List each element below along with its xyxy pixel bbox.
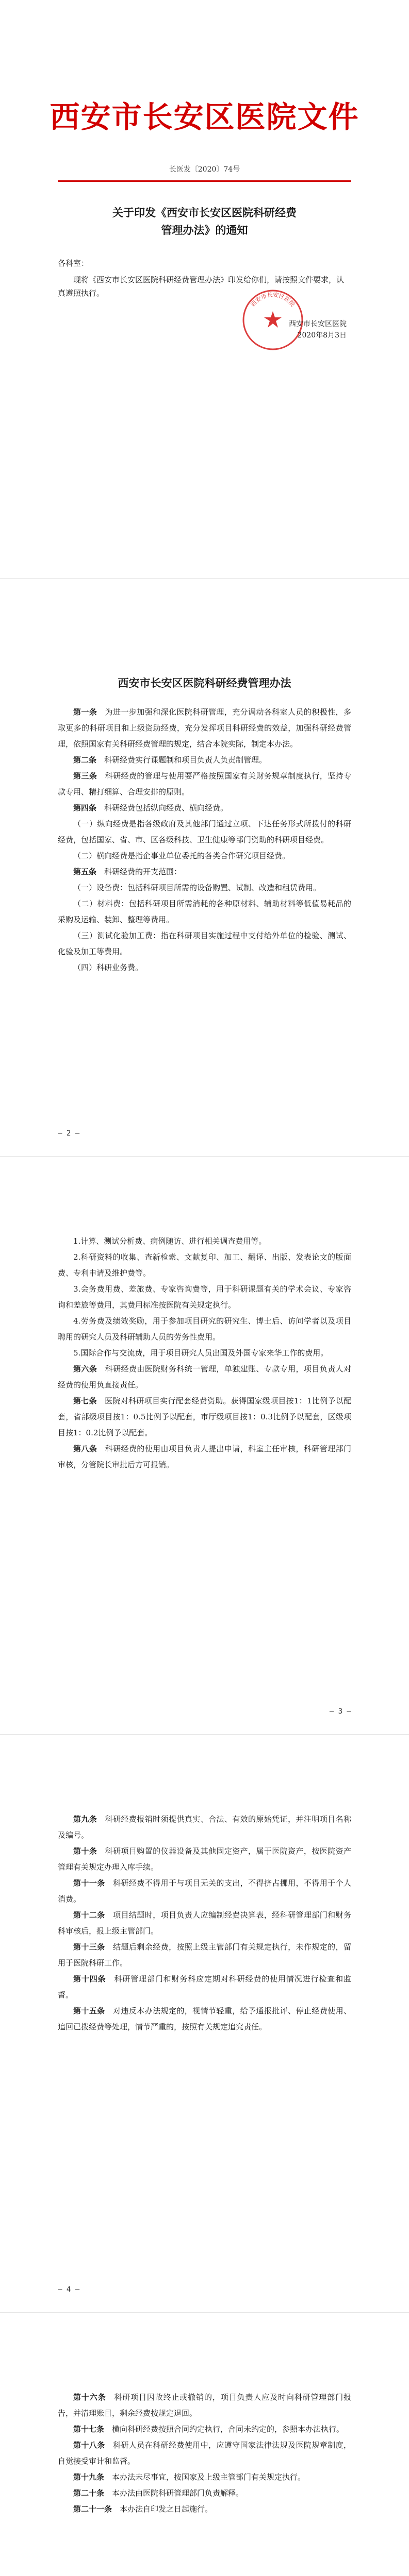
article-number: 第六条 <box>73 1364 97 1374</box>
article-paragraph <box>58 928 351 960</box>
addressee: 各科室： <box>58 259 89 268</box>
article-text: （二）横向经费是指企事业单位委托的各类合作研究项目经费。 <box>73 851 290 860</box>
article-paragraph <box>58 2485 351 2501</box>
article-text: 科研经费报销时须提供真实、合法、有效的原始凭证，并注明项目名称及编号。 <box>58 1815 351 1840</box>
svg-text:西安市长安区医院 <box>250 291 297 308</box>
article-paragraph <box>58 1811 351 1843</box>
article-text: 科研项目因故终止或撤销的，项目负责人应及时向科研管理部门报告，并清理账目，剩余经费按规定退回。 <box>58 2393 351 2418</box>
article-number: 第十二条 <box>73 1910 105 1920</box>
signing-organization: 西安市长安区医院 <box>289 320 347 328</box>
article-number: 第一条 <box>73 707 97 717</box>
article-paragraph <box>58 960 351 976</box>
article-number: 第九条 <box>73 1815 97 1824</box>
article-text: 5.国际合作与交流费，用于项目研究人员出国及外国专家来华工作的费用。 <box>73 1348 329 1358</box>
article-text: （一）纵向经费是指各级政府及其他部门通过立项、下达任务形式所拨付的科研经费，包括国家、省、市、区各级科技、卫生健康等部门资助的科研项目经费。 <box>58 819 351 844</box>
article-paragraph <box>58 2469 351 2485</box>
article-number: 第十一条 <box>73 1878 105 1888</box>
article-paragraph <box>58 800 351 816</box>
article-paragraph <box>58 2003 351 2035</box>
article-number: 第四条 <box>73 803 97 812</box>
article-paragraph <box>58 752 351 768</box>
article-text: 科研项目购置的仪器设备及其他固定资产，属于医院资产，按医院资产管理有关规定办理入库手续。 <box>58 1846 351 1872</box>
article-paragraph <box>58 1345 351 1361</box>
article-paragraph <box>58 1441 351 1473</box>
article-number: 第五条 <box>73 867 97 876</box>
article-text: 科研人员在科研经费使用中，应遵守国家法律法规及医院规章制度，自觉接受审计和监督。 <box>58 2441 351 2466</box>
article-paragraph <box>58 1249 351 1281</box>
article-text: 医院对科研项目实行配套经费资助。获得国家级项目按1：1比例予以配套，省部级项目按1：0.5比例予以配套，市厅级项目按1：0.3比例予以配套，区级项目按1：0.2比例予以配套。 <box>58 1396 351 1437</box>
article-paragraph <box>58 1233 351 1249</box>
page-3 <box>0 1156 409 1734</box>
notice-title <box>58 204 351 239</box>
article-number: 第二条 <box>73 755 97 765</box>
article-text: （三）测试化验加工费：指在科研项目实施过程中支付给外单位的检验、测试、化验及加工等费用。 <box>58 931 351 956</box>
red-divider <box>58 180 351 182</box>
article-paragraph <box>58 880 351 896</box>
article-text: 科研经费的使用由项目负责人提出申请，科室主任审核，科研管理部门审核，分管院长审批后方可报销。 <box>58 1444 351 1469</box>
article-paragraph <box>58 1875 351 1907</box>
article-number: 第十八条 <box>73 2441 105 2450</box>
article-text: 结题后剩余经费，按照上级主管部门有关规定执行，未作规定的，留用于医院科研工作。 <box>58 1942 351 1968</box>
article-text: 本办法未尽事宜，按国家及上级主管部门有关规定执行。 <box>112 2472 306 2482</box>
article-number: 第三条 <box>73 771 97 781</box>
page-number: — 4 — <box>58 2285 80 2294</box>
article-text: 3.会务费用费、差旅费、专家咨询费等，用于科研课题有关的学术会议、专家咨询和差旅等费用，其费用标准按医院有关规定执行。 <box>58 1284 351 1310</box>
article-number: 第十六条 <box>73 2393 106 2402</box>
article-number: 第十七条 <box>73 2425 105 2434</box>
seal-text: 西安市长安区医院 <box>249 291 297 308</box>
article-number: 第十三条 <box>73 1942 105 1952</box>
page-4 <box>0 1734 409 2312</box>
article-number: 第二十条 <box>73 2488 105 2498</box>
article-text: 2.科研资料的收集、查新检索、文献复印、加工、翻译、出版、发表论文的版面费、专利申请及维护费等。 <box>58 1252 351 1278</box>
article-paragraph <box>58 1971 351 2003</box>
article-paragraph <box>58 1907 351 1939</box>
article-text: （二）材料费：包括科研项目所需消耗的各种原材料、辅助材料等低值易耗品的采购及运输、装卸、整理等费用。 <box>58 899 351 924</box>
article-number: 第十条 <box>73 1846 97 1856</box>
article-text: 本办法自印发之日起施行。 <box>120 2504 213 2514</box>
article-text: 本办法由医院科研管理部门负责解释。 <box>112 2488 244 2498</box>
article-text: 为进一步加强和深化医院科研管理，充分调动各科室人员的积极性，多取更多的科研项目和上级资助经费，充分发挥项目科研经费的效益，加强科研经费管理，依照国家有关科研经费管理的规定，结合本院实际，制定本办法。 <box>58 707 351 749</box>
red-header-title: 西安市长安区医院文件 <box>50 99 359 134</box>
article-text: （四）科研业务费。 <box>73 963 143 972</box>
page-3-body <box>58 1233 351 1473</box>
page-2-body <box>58 704 351 976</box>
notice-title-line-1: 关于印发《西安市长安区医院科研经费 <box>112 206 297 219</box>
article-number: 第十五条 <box>73 2006 105 2015</box>
article-paragraph <box>58 1313 351 1345</box>
article-paragraph <box>58 896 351 928</box>
article-paragraph <box>58 1939 351 1971</box>
document-number: 长医发〔2020〕74号 <box>169 165 240 174</box>
article-paragraph <box>58 704 351 752</box>
page-1 <box>0 0 409 578</box>
article-text: 科研经费不得用于与项目无关的支出，不得挤占挪用，不得用于个人消费。 <box>58 1878 351 1904</box>
article-text: 科研管理部门和财务科应定期对科研经费的使用情况进行检查和监督。 <box>58 1974 351 1999</box>
article-paragraph <box>58 1361 351 1393</box>
notice-body: 现将《西安市长安区医院科研经费管理办法》印发给你们，请按照文件要求，认真遵照执行。 <box>58 275 345 298</box>
article-paragraph <box>58 2437 351 2469</box>
article-number: 第十九条 <box>73 2472 105 2482</box>
article-paragraph <box>58 816 351 848</box>
article-paragraph <box>58 2501 351 2517</box>
article-text: 对违反本办法规定的，视情节轻重，给予通报批评、停止经费使用、追回已拨经费等处理，情节严重的，按照有关规定追究责任。 <box>58 2006 351 2031</box>
measures-title: 西安市长安区医院科研经费管理办法 <box>118 676 291 689</box>
notice-title-line-2: 管理办法》的通知 <box>161 224 248 236</box>
article-paragraph <box>58 848 351 864</box>
article-text: 横向科研经费按照合同约定执行，合同未约定的，参照本办法执行。 <box>112 2425 345 2434</box>
article-number: 第十四条 <box>73 1974 106 1984</box>
article-paragraph <box>58 2389 351 2421</box>
page-number: — 3 — <box>329 1707 351 1716</box>
article-text: 科研经费包括纵向经费、横向经费。 <box>104 803 228 812</box>
article-text: 科研经费的开支范围： <box>104 867 182 876</box>
article-text: 1.计算、测试分析费、病例随访、进行相关调查费用等。 <box>73 1236 267 1246</box>
article-paragraph <box>58 768 351 800</box>
article-text: 科研经费的管理与使用要严格按照国家有关财务规章制度执行，坚持专款专用、精打细算、合理安排的原则。 <box>58 771 351 796</box>
article-text: （一）设备费：包括科研项目所需的设备购置、试制、改造和租赁费用。 <box>73 883 321 892</box>
article-text: 4.劳务费及绩效奖励，用于参加项目研究的研究生、博士后、访问学者以及项目聘用的研究人员及科研辅助人员的劳务性费用。 <box>58 1316 351 1342</box>
article-text: 科研经费实行课题制和项目负责人负责制管理。 <box>104 755 267 765</box>
page-4-body <box>58 1811 351 2035</box>
signing-date: 2020年8月3日 <box>297 331 347 340</box>
page-5-body <box>58 2389 351 2517</box>
article-number: 第八条 <box>73 1444 97 1453</box>
page-5 <box>0 2312 409 2576</box>
article-text: 科研经费由医院财务科统一管理，单独建账、专款专用，项目负责人对经费的使用负直接责任。 <box>58 1364 351 1389</box>
page-2 <box>0 578 409 1156</box>
article-paragraph <box>58 1843 351 1875</box>
article-number: 第七条 <box>73 1396 97 1405</box>
article-number: 第二十一条 <box>73 2504 112 2514</box>
article-text: 项目结题时，项目负责人应编制经费决算表，经科研管理部门和财务科审核后，报上级主管部门。 <box>58 1910 351 1936</box>
article-paragraph <box>58 1281 351 1313</box>
article-paragraph <box>58 1393 351 1441</box>
article-paragraph <box>58 864 351 880</box>
article-paragraph <box>58 2421 351 2437</box>
page-number: — 2 — <box>58 1129 80 1138</box>
